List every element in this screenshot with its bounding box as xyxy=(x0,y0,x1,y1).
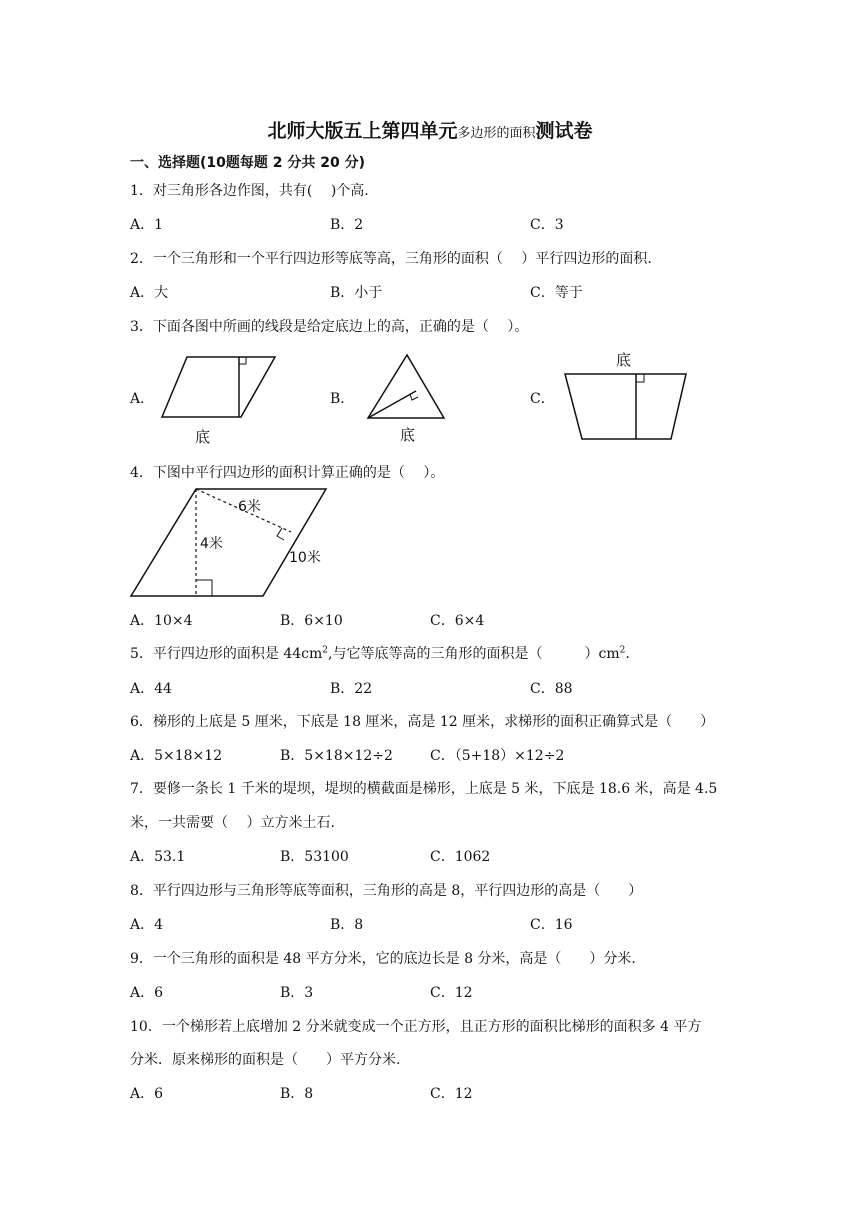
figure-a-base-label: 底 xyxy=(195,428,211,446)
q6-option-c: C．（5+18）×12÷2 xyxy=(430,748,565,764)
q5-text-b: ,与它等底等高的三角形的面积是（ ）cm xyxy=(328,646,620,662)
question-10-line-1: 10．一个梯形若上底增加 2 分米就变成一个正方形，且正方形的面积比梯形的面积多 4 平方 xyxy=(130,1019,702,1035)
q5-text-c: . xyxy=(625,646,630,662)
figure-c-base-label: 底 xyxy=(616,351,632,369)
figure-a-parallelogram xyxy=(155,350,285,448)
q7-option-a: A．53.1 xyxy=(130,849,186,865)
q3-option-c: C． xyxy=(530,391,555,407)
q8-option-c: C．16 xyxy=(530,917,573,933)
q4-option-c: C．6×4 xyxy=(430,613,485,629)
label-4m: 4米 xyxy=(200,536,223,552)
question-6: 6．梯形的上底是 5 厘米，下底是 18 厘米，高是 12 厘米，求梯形的面积正确算式是（ ） xyxy=(130,714,715,730)
q5-option-a: A．44 xyxy=(130,681,172,697)
q5-option-b: B．22 xyxy=(330,681,373,697)
q2-option-a: A．大 xyxy=(130,285,169,301)
q5-text-a: 5．平行四边形的面积是 44cm xyxy=(130,646,323,662)
question-3: 3．下面各图中所画的线段是给定底边上的高，正确的是（ ）。 xyxy=(130,319,529,335)
question-4: 4．下图中平行四边形的面积计算正确的是（ ）。 xyxy=(130,465,445,481)
figure-q4-parallelogram xyxy=(128,484,333,604)
q3-option-b: B． xyxy=(330,391,355,407)
q9-option-c: C．12 xyxy=(430,985,473,1001)
label-10m: 10米 xyxy=(289,550,321,566)
q1-option-c: C．3 xyxy=(530,217,564,233)
q1-option-a: A．1 xyxy=(130,217,164,233)
q7-option-c: C．1062 xyxy=(430,849,491,865)
question-10-line-2: 分米．原来梯形的面积是（ ）平方分米. xyxy=(130,1052,401,1068)
figure-b-base-label: 底 xyxy=(400,426,416,444)
q5-sup-2: 2 xyxy=(619,645,626,656)
label-6m: 6米 xyxy=(238,499,261,515)
q2-option-b: B．小于 xyxy=(330,285,383,301)
page-title xyxy=(0,116,860,143)
q7-option-b: B．53100 xyxy=(280,849,349,865)
q8-option-a: A．4 xyxy=(130,917,164,933)
title-main-b: 测试卷 xyxy=(535,120,593,142)
q10-option-a: A．6 xyxy=(130,1086,164,1102)
title-small: 多边形的面积 xyxy=(457,126,536,141)
section-heading: 一、选择题(10题每题 2 分共 20 分) xyxy=(130,155,365,171)
figure-b-triangle xyxy=(362,350,462,448)
question-8: 8．平行四边形与三角形等底等面积，三角形的高是 8，平行四边形的高是（ ） xyxy=(130,883,643,899)
q2-option-c: C．等于 xyxy=(530,285,583,301)
q1-option-b: B．2 xyxy=(330,217,364,233)
q8-option-b: B．8 xyxy=(330,917,364,933)
q5-option-c: C．88 xyxy=(530,681,573,697)
q5-sup-1: 2 xyxy=(322,645,329,656)
q3-option-a: A． xyxy=(130,391,155,407)
question-7-line-2: 米，一共需要（ ）立方米土石. xyxy=(130,815,335,831)
question-7-line-1: 7．要修一条长 1 千米的堤坝，堤坝的横截面是梯形，上底是 5 米，下底是 18.6 米，高是 4.5 xyxy=(130,781,718,797)
q4-option-b: B．6×10 xyxy=(280,613,343,629)
q6-option-b: B．5×18×12÷2 xyxy=(280,748,393,764)
q9-option-b: B．3 xyxy=(280,985,314,1001)
q6-option-a: A．5×18×12 xyxy=(130,748,223,764)
q9-option-a: A．6 xyxy=(130,985,164,1001)
question-5 xyxy=(130,643,630,663)
question-9: 9．一个三角形的面积是 48 平方分米，它的底边长是 8 分米，高是（ ）分米. xyxy=(130,951,636,967)
q10-option-c: C．12 xyxy=(430,1086,473,1102)
title-main-a: 北师大版五上第四单元 xyxy=(267,120,458,142)
question-2: 2．一个三角形和一个平行四边形等底等高，三角形的面积（ ）平行四边形的面积. xyxy=(130,251,652,267)
q10-option-b: B．8 xyxy=(280,1086,314,1102)
figure-c-trapezoid xyxy=(558,344,693,444)
question-1: 1．对三角形各边作图，共有( )个高. xyxy=(130,183,369,199)
q4-option-a: A．10×4 xyxy=(130,613,193,629)
